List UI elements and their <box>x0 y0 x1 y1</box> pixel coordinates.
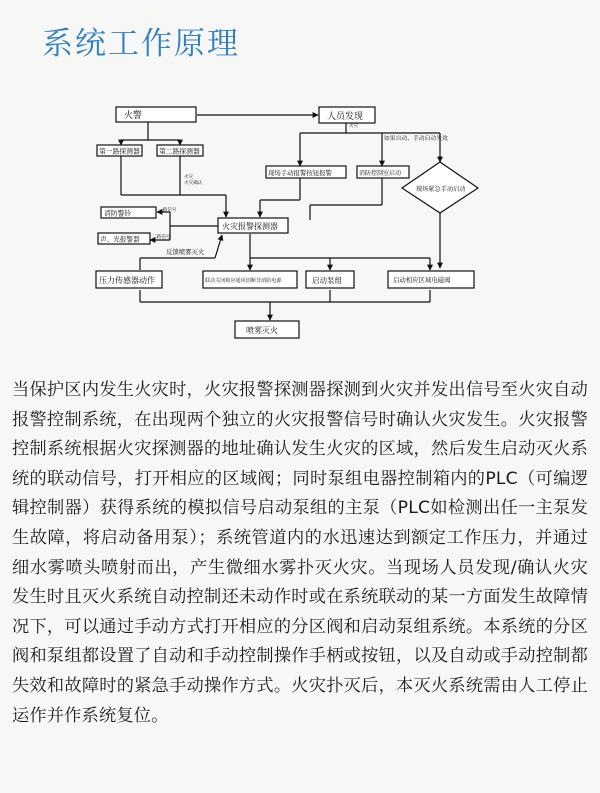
node-text-fire-alarm-detector: 火灾报警探测器 <box>222 222 278 231</box>
node-text-fire-control-room: 消防控制室启动 <box>359 170 402 177</box>
node-text-fire-bell: 消防警铃 <box>104 209 132 218</box>
node-text-pressure-switch: 压力传感器动作 <box>99 276 155 285</box>
node-text-onsite-manual-start: 现场紧急手动启动 <box>416 186 466 193</box>
label-fire-signal-2: 火灾 <box>184 175 194 180</box>
node-text-detector-1: 第一路探测器 <box>99 147 140 156</box>
node-text-sound-light-alarm: 声、光报警器 <box>100 235 140 244</box>
label-signal-2: 二路信号 <box>152 235 171 240</box>
node-text-open-zone-valve: 启动相应区域电磁阀 <box>393 276 451 284</box>
node-text-person-found: 人员发现 <box>327 112 364 122</box>
label-auto-manual-fail: 如果自动、手动启动失效 <box>384 136 448 142</box>
label-fire-signal-1: 火灾 <box>349 124 359 129</box>
node-text-start-pump: 启动泵组 <box>312 276 342 285</box>
node-text-linkage-close: 联动关闭相应通风切断非消防电源 <box>205 278 282 284</box>
label-confirm: 火灾确认 <box>184 181 203 186</box>
node-text-detector-2: 第二路探测器 <box>159 147 200 156</box>
node-text-fire-alarm: 火警 <box>124 111 143 121</box>
page-title: 系统工作原理 <box>42 26 240 62</box>
label-feedback: 反馈喷雾灭火 <box>166 248 205 256</box>
body-paragraph: 当保护区内发生火灾时，火灾报警探测器探测到火灾并发出信号至火灾自动报警控制系统，在出现两个独立的火灾报警信号时确认火灾发生。火灾报警控制系统根据火灾探测器的地址确认发生火灾的区域，然后发生启动灭火系统的联动信号，打开相应的区域阀；同时泵组电器控制箱内的PLC（可编逻辑控制器）获得系统的模拟信号启动泵组的主泵（PLC如检测出任一主泵发生故障，将启动备用泵）；系统管道内的水迅速达到额定工作压力，并通过细水雾喷头喷射而出，产生微细水雾扑灭火灾。当现场人员发现/确认火灾发生时且灭火系统自动控制还未动作时或在系统联动的某一方面发生故障情况下，可以通过手动方式打开相应的分区阀和启动泵组系统。本系统的分区阀和泵组都设置了自动和手动控制操作手柄或按钮，以及自动或手动控制都失效和故障时的紧急手动操作方式。火灾扑灭后，本灭火系统需由人工停止运作并作系统复位。 <box>12 380 588 726</box>
node-text-spray-extinguish: 喷雾灭火 <box>246 326 278 335</box>
node-text-manual-alarm-button: 现场手动报警按钮报警 <box>268 169 332 177</box>
label-signal-1: 一路信号 <box>158 208 177 213</box>
